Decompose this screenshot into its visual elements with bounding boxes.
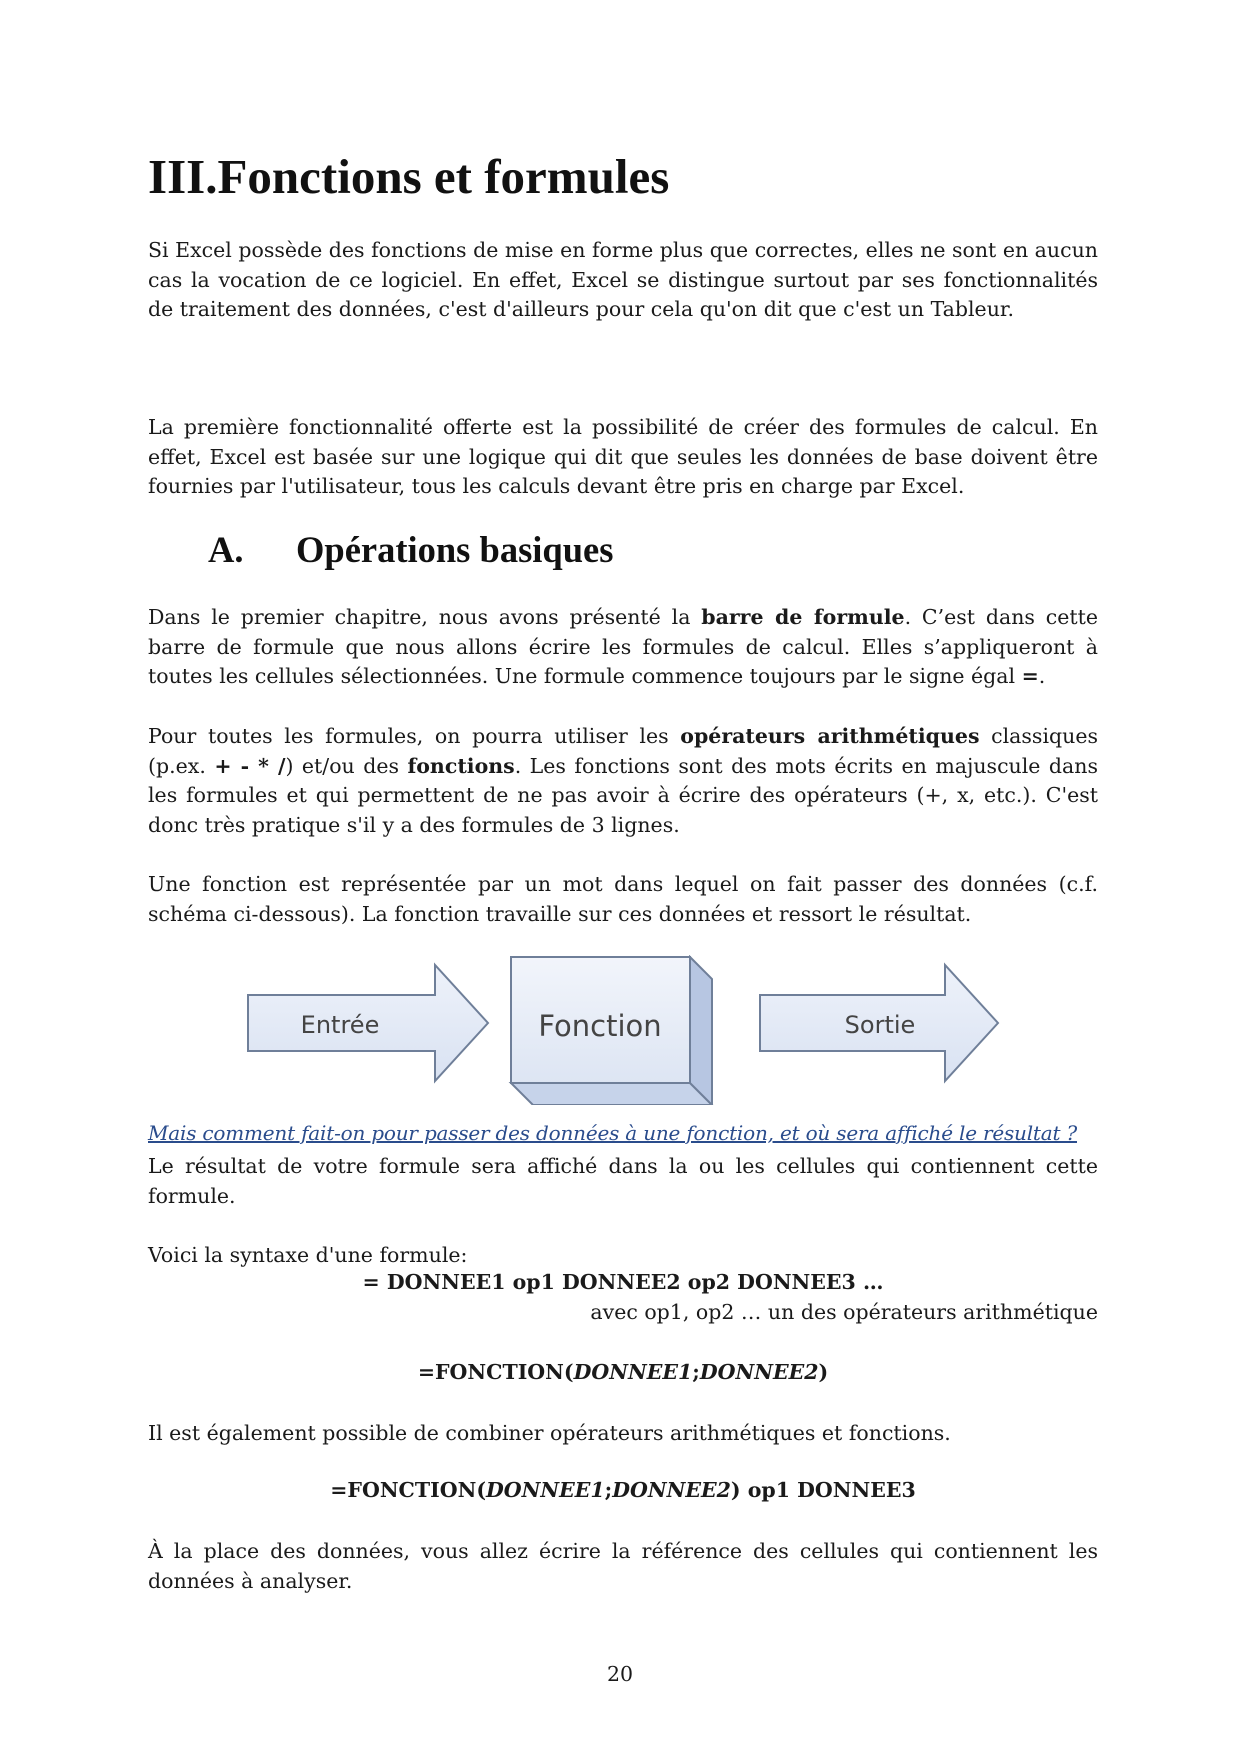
intro-paragraph-1: Si Excel possède des fonctions de mise en forme plus que correctes, elles ne sont en aucun cas la vocation de ce logiciel. En effet, Excel se distingue surtout par ses fonctionnalités de traitement des données, c'est d'ailleurs pour cela qu'on dit que c'est un Tableur.	[148, 238, 1098, 321]
combine-paragraph: Il est également possible de combiner opérateurs arithmétiques et fonctions.	[148, 1421, 951, 1445]
formula-function: =FONCTION(DONNEE1;DONNEE2)	[417, 1360, 829, 1384]
output-label: Sortie	[844, 1011, 916, 1039]
formula-operators-note: avec op1, op2 … un des opérateurs arithmétique	[590, 1300, 1098, 1324]
syntax-intro: Voici la syntaxe d'une formule:	[148, 1243, 468, 1267]
function-label: Fonction	[538, 1009, 662, 1043]
section-paragraph-1: Dans le premier chapitre, nous avons présenté la barre de formule. C’est dans cette barre de formule que nous allons écrire les formules de calcul. Elles s’appliqueront à toutes les cellules sélectionnées. Une formule commence toujours par le signe égal =.	[148, 605, 1098, 688]
intro-paragraph-2: La première fonctionnalité offerte est la possibilité de créer des formules de calcul. En effet, Excel est basée sur une logique qui dit que seules les données de base doivent être fournies par l'utilisateur, tous les calculs devant être pris en charge par Excel.	[148, 415, 1098, 498]
closing-paragraph: À la place des données, vous allez écrire la référence des cellules qui contiennent les données à analyser.	[148, 1539, 1098, 1593]
page-title: III.Fonctions et formules	[148, 149, 670, 204]
function-diagram	[240, 955, 1010, 1105]
section-title: Opérations basiques	[296, 529, 614, 570]
answer-paragraph: Le résultat de votre formule sera affiché dans la ou les cellules qui contiennent cette formule.	[148, 1154, 1098, 1208]
bold-operators: + - * /	[214, 753, 286, 778]
equal-sign: =	[1021, 664, 1039, 688]
bold-term-fonctions: fonctions	[407, 753, 515, 778]
section-heading	[208, 528, 613, 571]
page-number: 20	[606, 1662, 634, 1686]
formula-operators: = DONNEE1 op1 DONNEE2 op2 DONNEE3 …	[362, 1270, 884, 1294]
section-paragraph-2: Pour toutes les formules, on pourra utiliser les opérateurs arithmétiques classiques (p.ex. + - * /) et/ou des fonctions. Les fonctions sont des mots écrits en majuscule dans les formules et qui permettent de ne pas avoir à écrire des opérateurs (+, x, etc.). C'est donc très pratique s'il y a des formules de 3 lignes.	[148, 724, 1098, 837]
section-letter: A.	[208, 529, 244, 570]
bold-term-barre-de-formule: barre de formule	[701, 605, 905, 629]
question-link[interactable]: Mais comment fait-on pour passer des données à une fonction, et où sera affiché le résultat ?	[148, 1121, 1077, 1145]
function-box-side	[690, 957, 712, 1105]
bold-term-operateurs: opérateurs arithmétiques	[680, 724, 980, 748]
formula-combined: =FONCTION(DONNEE1;DONNEE2) op1 DONNEE3	[330, 1478, 916, 1502]
function-box-bottom	[511, 1083, 712, 1105]
section-paragraph-3: Une fonction est représentée par un mot dans lequel on fait passer des données (c.f. schéma ci-dessous). La fonction travaille sur ces données et ressort le résultat.	[148, 872, 1098, 926]
input-label: Entrée	[300, 1011, 380, 1039]
